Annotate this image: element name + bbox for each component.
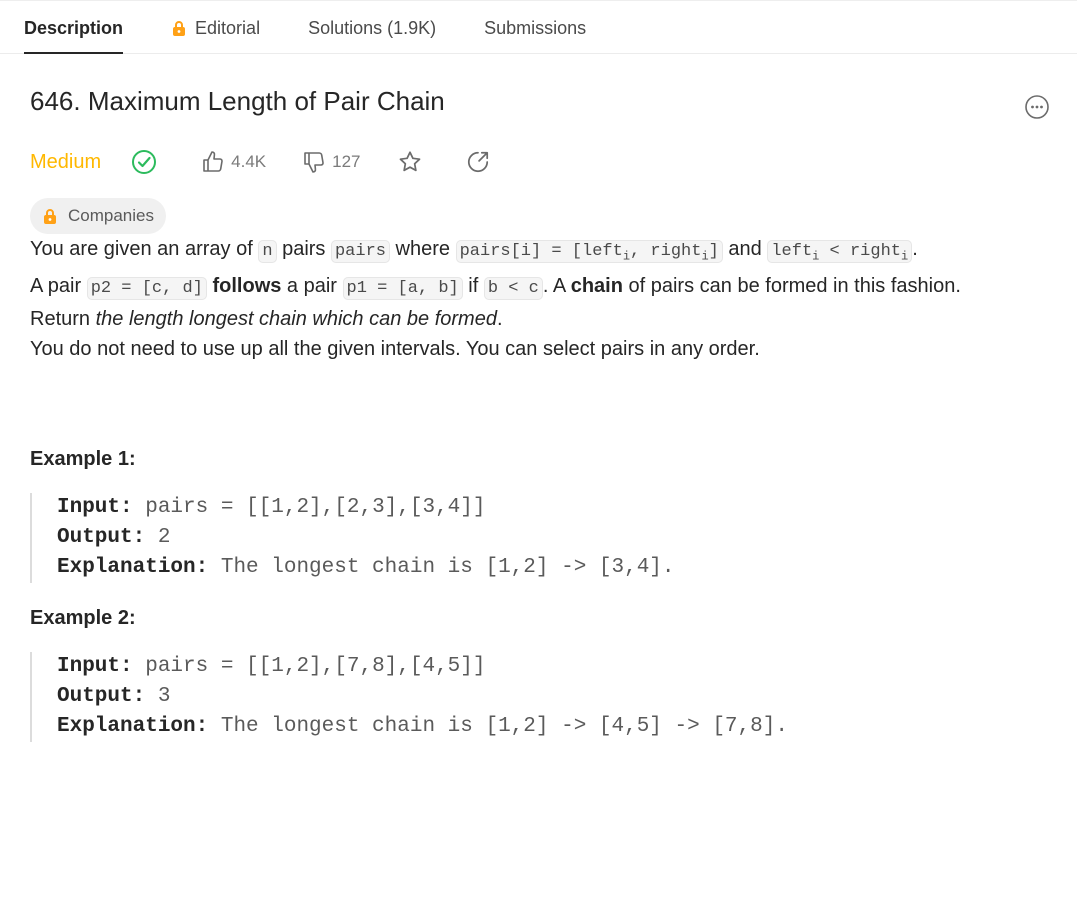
inline-code: left$_i$ < right$_i$ [767,240,912,263]
difficulty-badge: Medium [30,150,102,173]
companies-button[interactable]: Companies [30,198,166,234]
description-paragraph: You do not need to use up all the given intervals. You can select pairs in any order. [30,338,760,361]
problem-meta [30,142,1047,182]
tab-bar [0,0,1077,54]
inline-code: n [258,240,276,263]
thumbs-up-icon [201,150,225,174]
like-button[interactable] [201,150,266,174]
inline-code: p2 = [c, d] [87,277,207,300]
inline-code: pairs[i] = [left$_i$, right$_i$] [456,240,723,263]
description-paragraph: A pair p2 = [c, d] follows a pair p1 = [a, b] if b < c . A chain of pairs can be formed in this fashion. [30,275,961,299]
dislike-button[interactable] [302,150,360,174]
lock-icon [42,208,58,224]
lock-icon [171,20,187,36]
example-block: Input: pairs = [[1,2],[7,8],[4,5]] Output: 3 Explanation: The longest chain is [1,2] -> [4,5] -> [7,8]. [30,652,1047,742]
problem-title[interactable]: 646. Maximum Length of Pair Chain [30,85,445,116]
more-icon[interactable] [1024,94,1050,120]
description-paragraph: You are given an array of n pairs pairs where pairs[i] = [left$_i$, right$_i$] and left$_i$ < right$_i$ . [30,238,918,264]
title-row [30,66,1047,136]
example-block: Input: pairs = [[1,2],[2,3],[3,4]] Output: 2 Explanation: The longest chain is [1,2] -> [3,4]. [30,493,1047,583]
description-paragraph: Return the length longest chain which can be formed. [30,308,503,331]
inline-code: p1 = [a, b] [343,277,463,300]
tab-submissions[interactable]: Submissions [484,17,587,38]
inline-code: pairs [331,240,390,263]
inline-code: b < c [484,277,543,300]
thumbs-down-icon [302,150,326,174]
tab-solutions[interactable]: Solutions (1.9K) [308,17,437,38]
share-icon[interactable] [465,149,497,175]
problem-content [0,66,1077,742]
example-title: Example 2: [30,607,136,630]
dislike-count: 127 [332,152,361,171]
tab-editorial[interactable]: Editorial [171,1,260,53]
example-title: Example 1: [30,448,136,471]
check-circle-icon [131,149,163,175]
like-count: 4.4K [231,152,267,171]
tab-description[interactable]: Description [24,1,123,53]
star-icon[interactable] [397,149,429,175]
